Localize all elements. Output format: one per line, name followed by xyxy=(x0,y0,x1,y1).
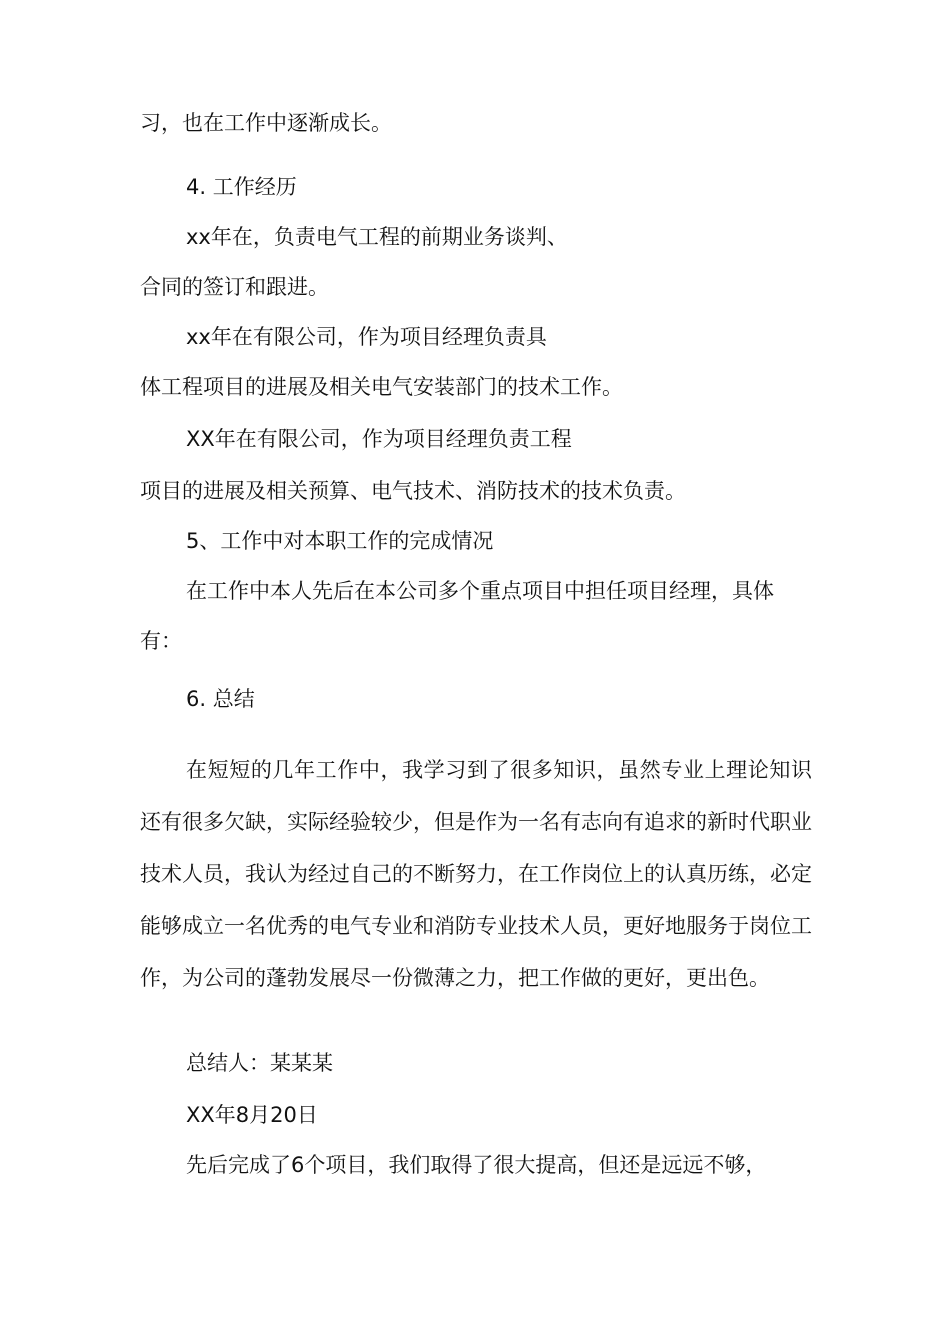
section-heading-summary: 6. 总结 xyxy=(186,687,255,711)
completion-text-line-2: 有： xyxy=(140,629,182,653)
section-heading-work-experience: 4. 工作经历 xyxy=(186,175,297,199)
experience-entry-2-line-1: xx年在有限公司，作为项目经理负责具 xyxy=(186,325,547,349)
section-heading-completion: 5、工作中对本职工作的完成情况 xyxy=(186,529,494,553)
text-line: 习，也在工作中逐渐成长。 xyxy=(140,111,392,135)
experience-entry-1-line-2: 合同的签订和跟进。 xyxy=(140,275,329,299)
experience-entry-2-line-2: 体工程项目的进展及相关电气安装部门的技术工作。 xyxy=(140,375,623,399)
experience-entry-3-line-1: XX年在有限公司，作为项目经理负责工程 xyxy=(186,427,572,451)
summary-paragraph: 在短短的几年工作中，我学习到了很多知识，虽然专业上理论知识还有很多欠缺，实际经验较少，但是作为一名有志向有追求的新时代职业技术人员，我认为经过自己的不断努力，在工作岗位上的认真历练，必定能够成立一名优秀的电气专业和消防专业技术人员，更好地服务于岗位工作，为公司的蓬勃发展尽一份微薄之力，把工作做的更好，更出色。 xyxy=(140,758,812,990)
signer-line: 总结人：某某某 xyxy=(186,1051,333,1075)
experience-entry-3-line-2: 项目的进展及相关预算、电气技术、消防技术的技术负责。 xyxy=(140,479,686,503)
experience-entry-1-line-1: xx年在，负责电气工程的前期业务谈判、 xyxy=(186,225,568,249)
completion-text-line-1: 在工作中本人先后在本公司多个重点项目中担任项目经理，具体 xyxy=(186,579,774,603)
closing-text-line: 先后完成了6个项目，我们取得了很大提高，但还是远远不够， xyxy=(186,1153,767,1177)
date-line: XX年8月20日 xyxy=(186,1103,318,1127)
